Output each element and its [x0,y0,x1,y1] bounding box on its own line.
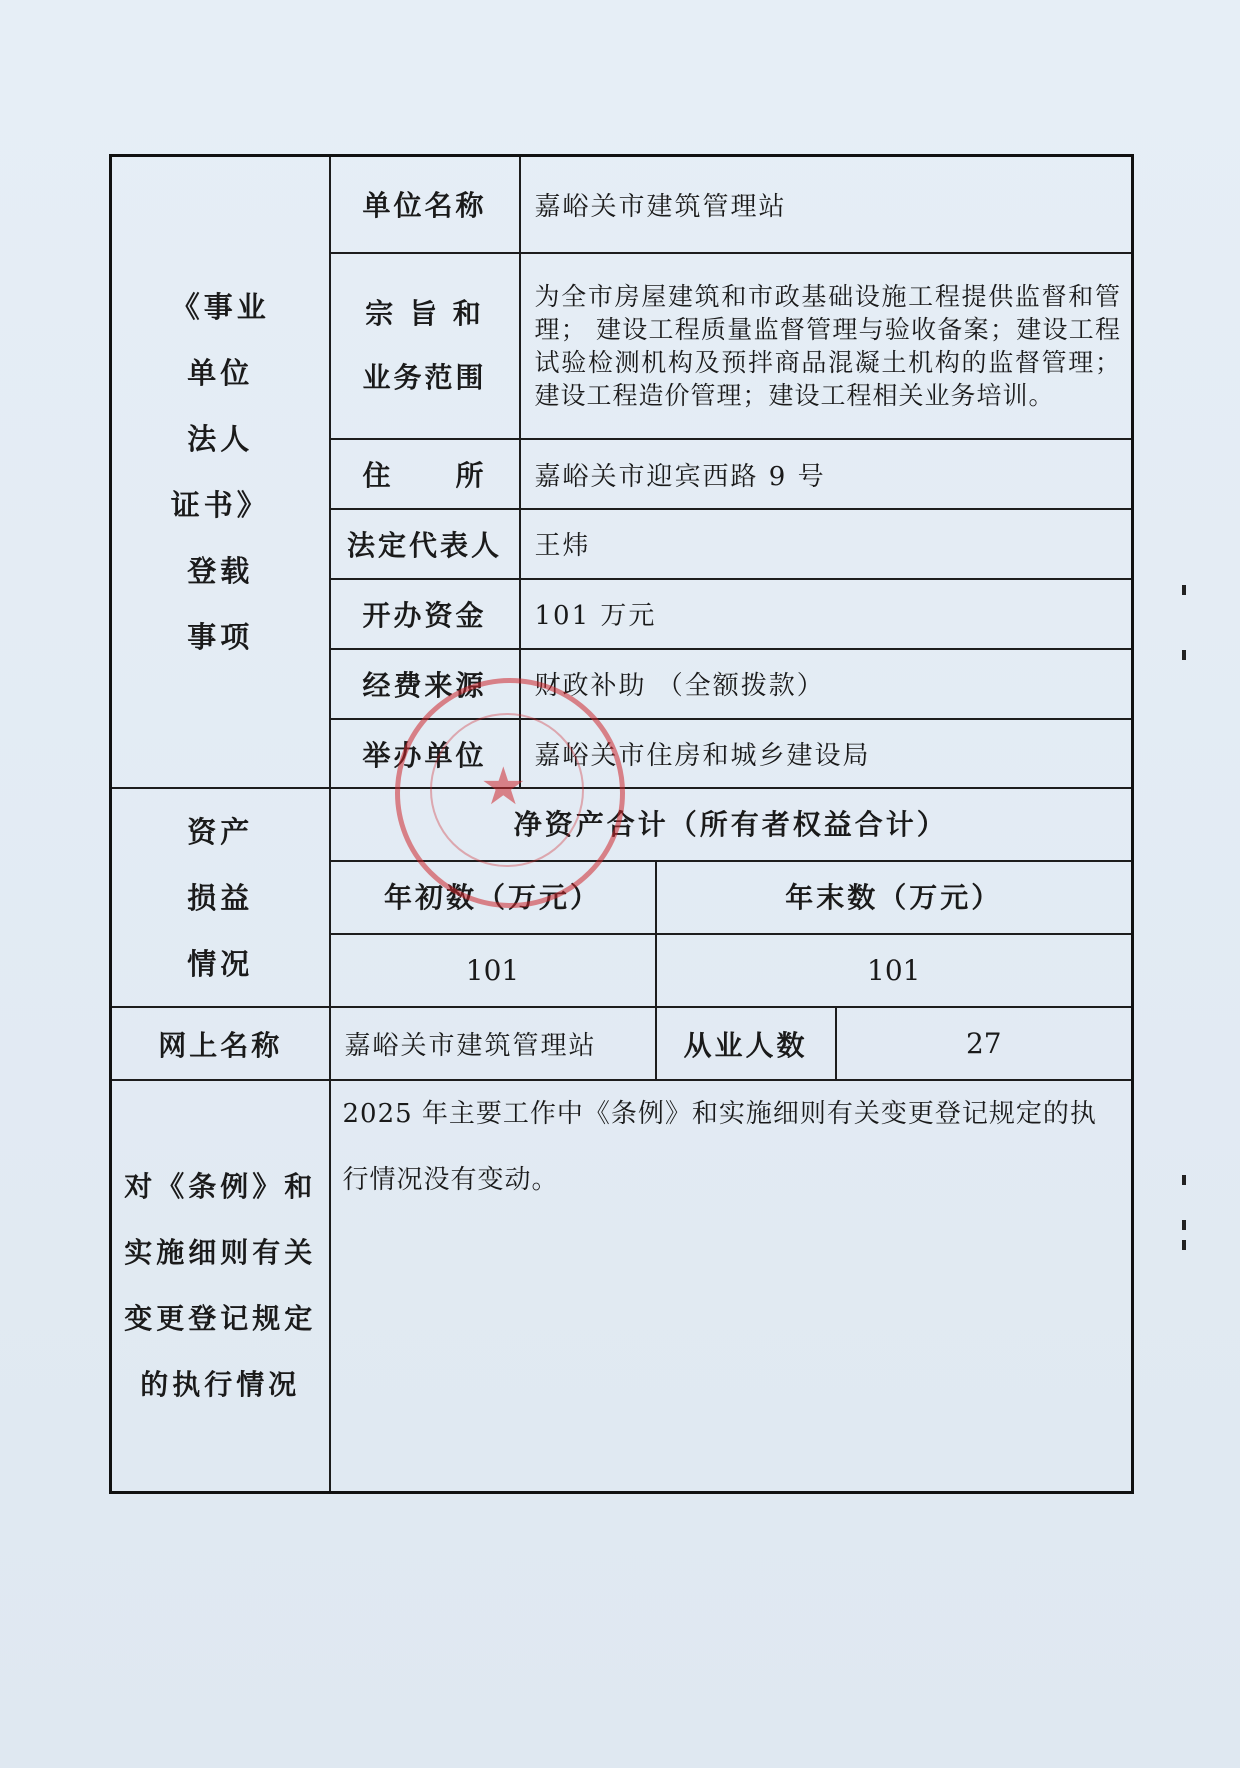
certificate-section-title [111,156,330,789]
row-assets-header [111,788,1133,861]
binding-mark [1182,1220,1186,1230]
assets-section-title [111,788,330,1007]
assets-title-line: 资产 [187,814,254,849]
rules-title-line: 对《条例》和 [124,1170,317,1204]
online-name-value: 嘉峪关市建筑管理站 [330,1007,656,1080]
staff-count-label: 从业人数 [656,1007,836,1080]
certificate-title-line: 单位 [187,356,254,391]
rules-execution-text: 2025 年主要工作中《条例》和实施细则有关变更登记规定的执行情况没有变动。 [330,1080,1133,1492]
rules-section-title [111,1080,330,1492]
sponsor-label: 举办单位 [330,719,520,789]
end-year-value: 101 [656,934,1133,1007]
certificate-title-line: 登载 [187,554,254,589]
address-label: 住 所 [330,439,520,509]
legal-rep-value: 王炜 [520,509,1133,579]
scope-label-line: 业务范围 [362,360,487,394]
binding-mark [1182,1175,1186,1185]
scope-label [330,253,520,439]
binding-mark [1182,585,1186,595]
seal-star-icon: ★ [480,757,527,817]
rules-title-line: 的执行情况 [140,1368,301,1402]
funding-value: 财政补助 （全额拨款） [520,649,1133,719]
assets-title-line: 损益 [187,880,254,915]
row-unit-name [111,156,1133,253]
rules-title-line: 变更登记规定 [124,1302,317,1336]
funding-label: 经费来源 [330,649,520,719]
certificate-title-line: 《事业 [170,290,270,325]
binding-marks [1182,0,1188,1768]
staff-count-value: 27 [836,1007,1133,1080]
capital-label: 开办资金 [330,579,520,649]
online-name-label: 网上名称 [111,1007,330,1080]
sponsor-value: 嘉峪关市住房和城乡建设局 [520,719,1133,789]
end-year-label: 年末数（万元） [656,861,1133,934]
unit-name-label: 单位名称 [330,156,520,253]
registration-form-table [109,154,1134,1494]
certificate-title-line: 证书》 [170,488,270,523]
capital-value: 101 万元 [520,579,1133,649]
assets-title-line: 情况 [187,946,254,981]
scope-value: 为全市房屋建筑和市政基础设施工程提供监督和管理； 建设工程质量监督管理与验收备案；建设工程试验检测机构及预拌商品混凝土机构的监督管理；建设工程造价管理；建设工程相关业务培训。 [520,253,1133,439]
scope-label-line: 宗 旨 和 [365,296,484,330]
certificate-title-line: 法人 [187,422,254,457]
binding-mark [1182,1240,1186,1250]
certificate-title-line: 事项 [187,620,254,655]
row-online-name [111,1007,1133,1080]
net-assets-header: 净资产合计（所有者权益合计） [330,788,1133,861]
binding-mark [1182,650,1186,660]
unit-name-value: 嘉峪关市建筑管理站 [520,156,1133,253]
begin-year-label: 年初数（万元） [330,861,656,934]
legal-rep-label: 法定代表人 [330,509,520,579]
rules-title-line: 实施细则有关 [124,1236,317,1270]
address-value: 嘉峪关市迎宾西路 9 号 [520,439,1133,509]
begin-year-value: 101 [330,934,656,1007]
row-rules [111,1080,1133,1492]
